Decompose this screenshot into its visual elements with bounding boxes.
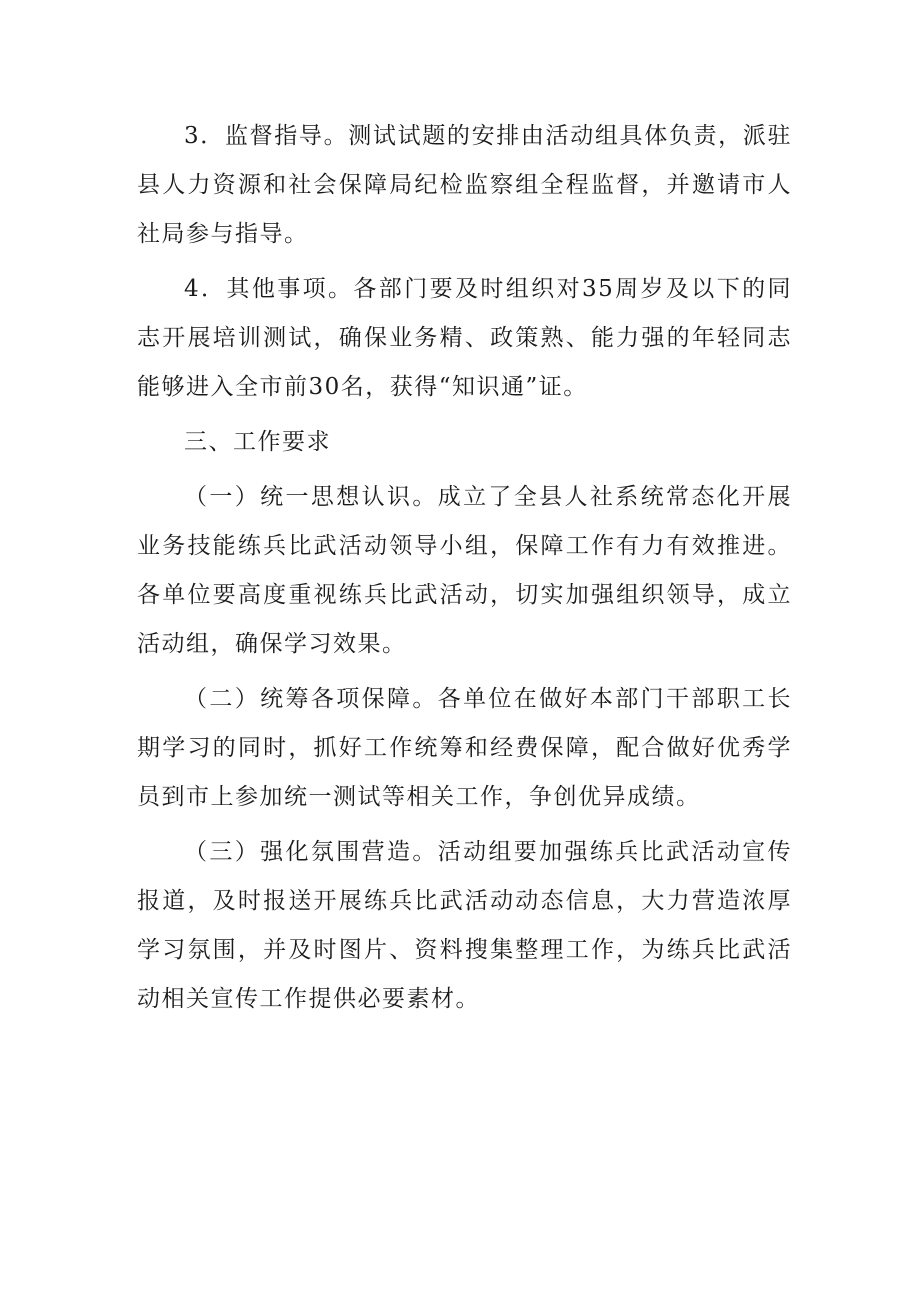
requirement-atmosphere-building: （三）强化氛围营造。活动组要加强练兵比武活动宣传报道，及时报送开展练兵比武活动动态信息，大力营造浓厚学习氛围，并及时图片、资料搜集整理工作，为练兵比武活动相关宣传工作提供必要素材。 <box>137 839 792 1012</box>
section-heading-work-requirements: 三、工作要求 <box>184 429 331 455</box>
requirement-coordinate-guarantees: （二）统筹各项保障。各单位在做好本部门干部职工长期学习的同时，抓好工作统筹和经费保障，配合做好优秀学员到市上参加统一测试等相关工作，争创优异成绩。 <box>137 686 792 810</box>
document-body <box>137 112 792 1030</box>
paragraph-other-matters: 4．其他事项。各部门要及时组织对35周岁及以下的同志开展培训测试，确保业务精、政策熟、能力强的年轻同志能够进入全市前30名，获得“知识通”证。 <box>137 276 792 400</box>
paragraph-supervision: 3．监督指导。测试试题的安排由活动组具体负责，派驻县人力资源和社会保障局纪检监察组全程监督，并邀请市人社局参与指导。 <box>137 123 792 247</box>
requirement-unify-thinking: （一）统一思想认识。成立了全县人社系统常态化开展业务技能练兵比武活动领导小组，保障工作有力有效推进。各单位要高度重视练兵比武活动，切实加强组织领导，成立活动组，确保学习效果。 <box>137 484 792 657</box>
